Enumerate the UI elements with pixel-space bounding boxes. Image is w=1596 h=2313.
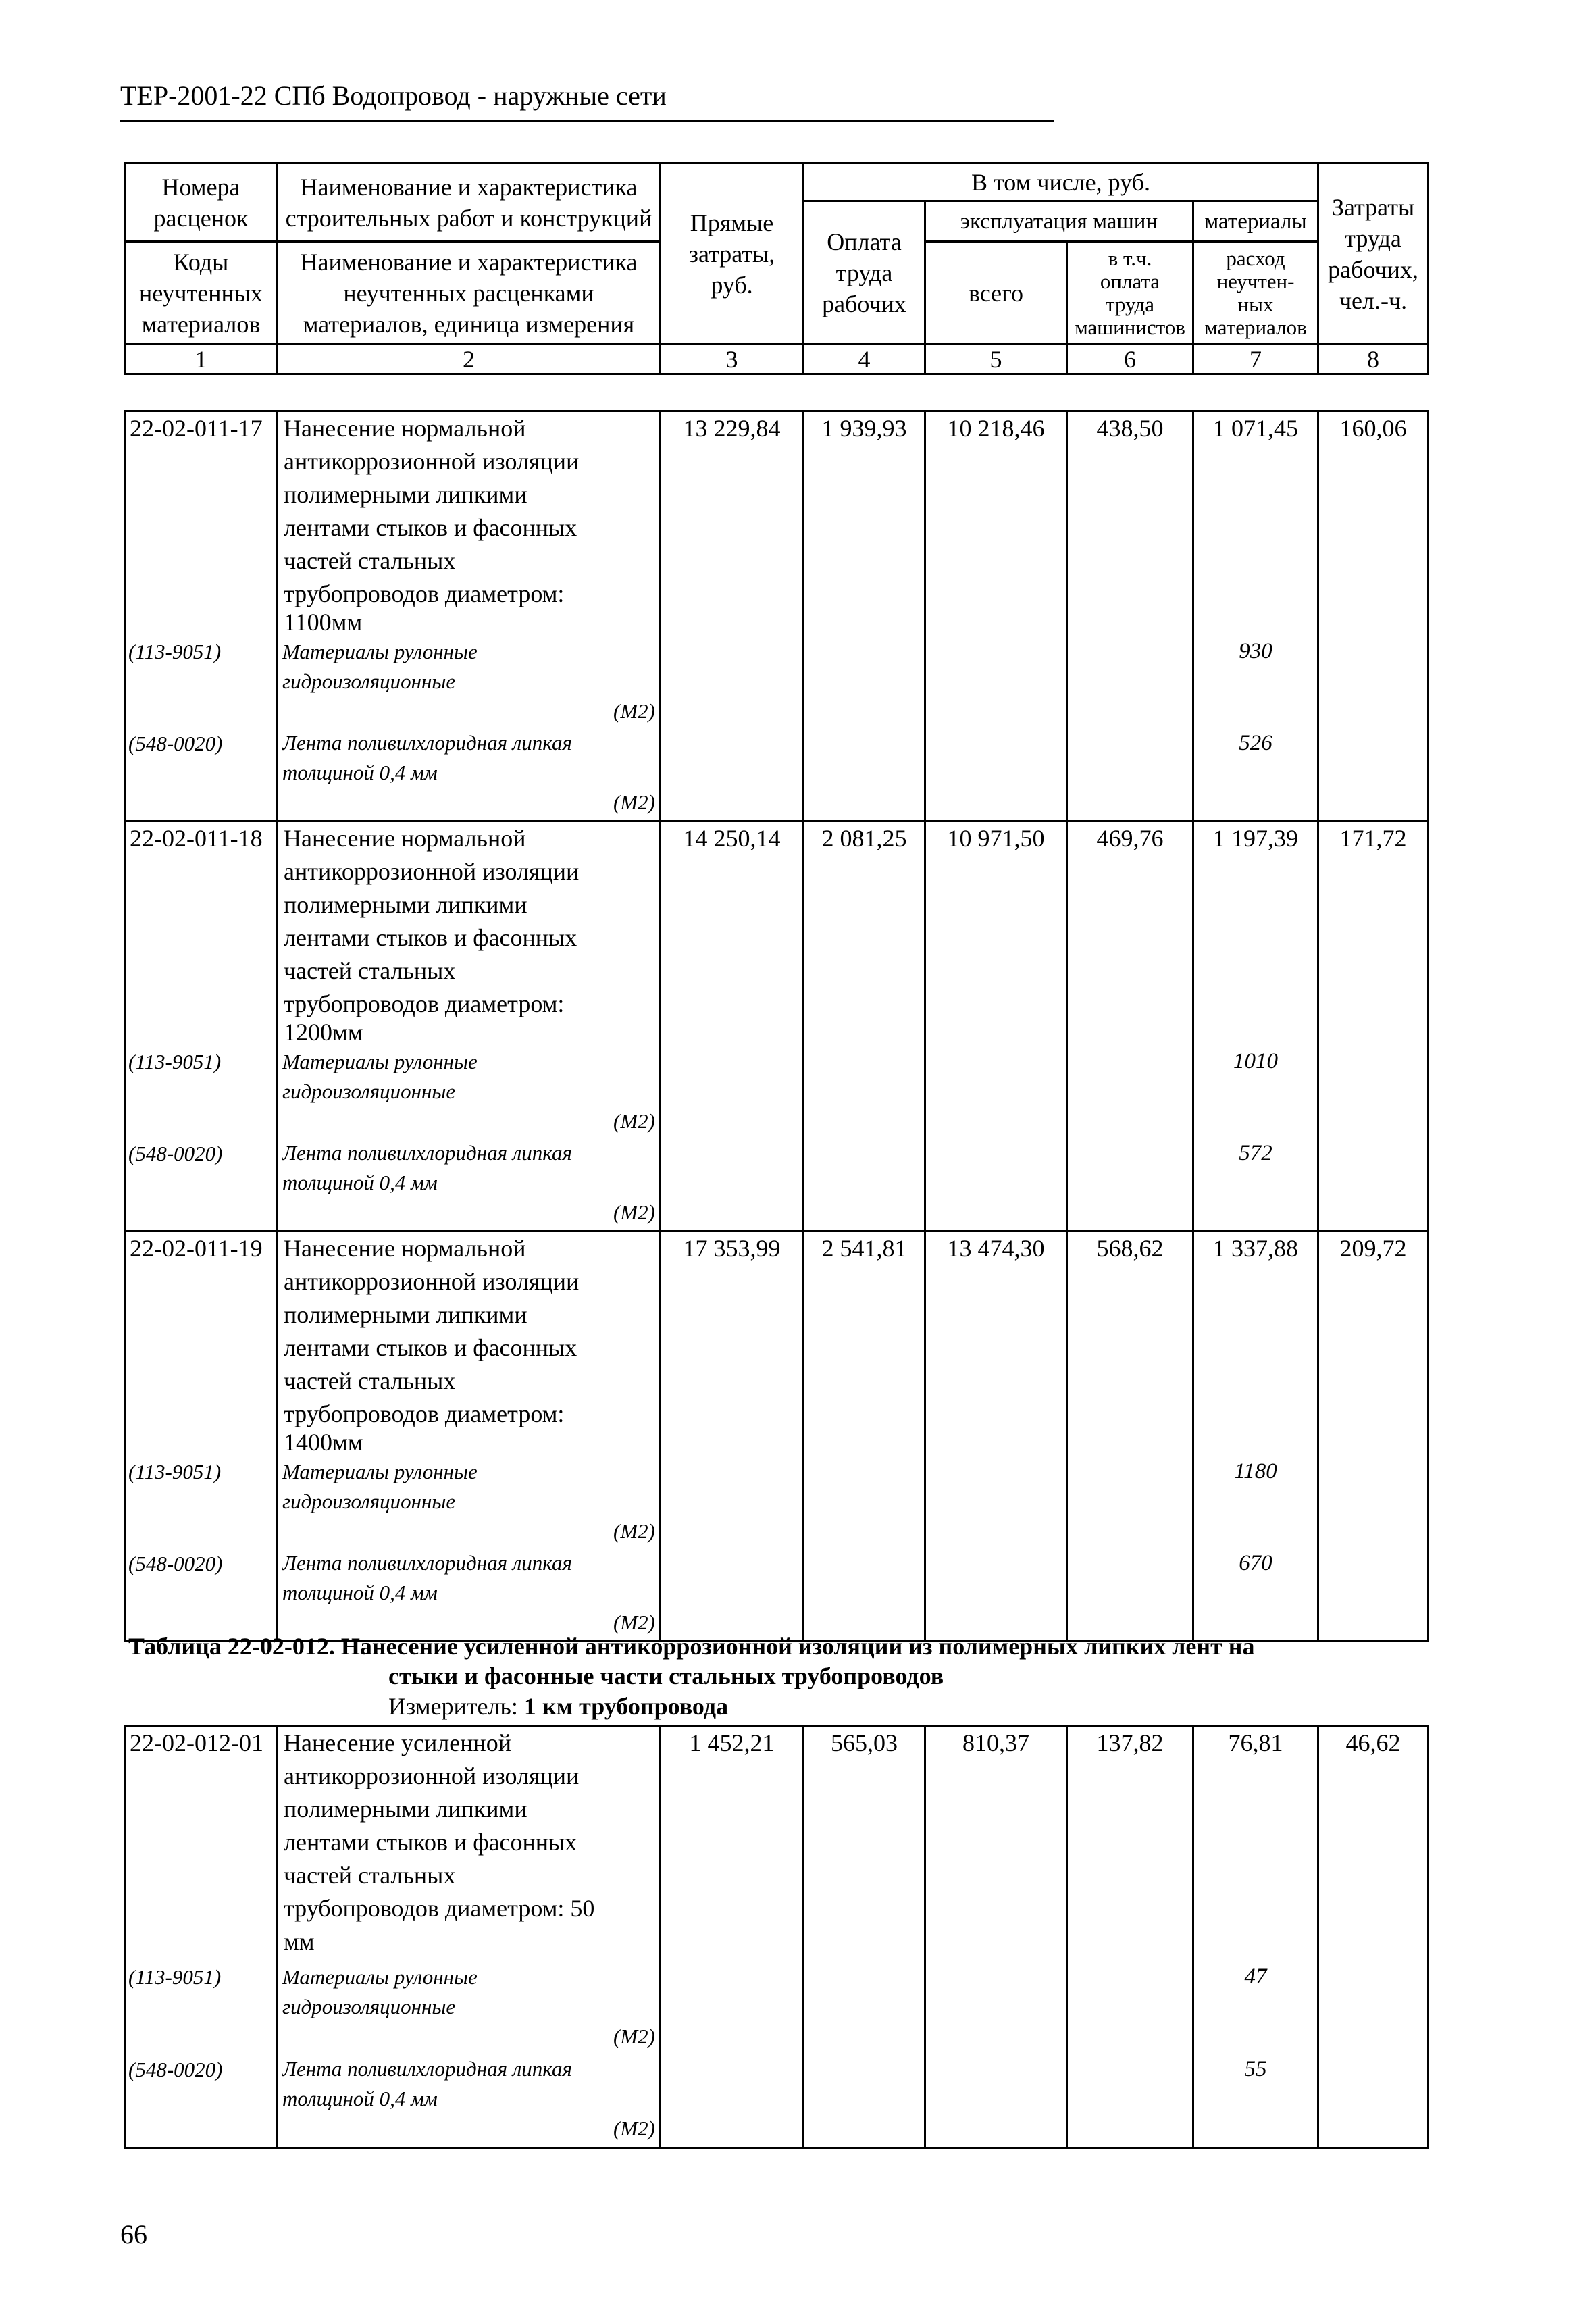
materials-value: 1 337,88 (1213, 1235, 1298, 1262)
header-material-names: Наименование и характеристика неучтенных расценками материалов, единица измерения (278, 242, 661, 345)
table-caption-line: стыки и фасонные части стальных трубопроводов (388, 1662, 944, 1689)
labor-pay-value: 2 541,81 (804, 1231, 925, 1642)
direct-costs-value: 13 229,84 (661, 411, 804, 821)
rate-description-cell: Нанесение нормальной антикоррозионной изоляции полимерными липкими лентами стыков и фасонных частей стальных трубопроводов диаметром: 1100мм Материалы рулонные гидроизоляционные (М2) Лента поливилхлоридная липкая толщиной 0,4 мм (М2) (278, 411, 661, 821)
header-col-number: 3 (661, 345, 804, 374)
header-machinists-pay: в т.ч. оплата труда машинистов (1067, 242, 1193, 345)
labor-hours-value: 171,72 (1318, 821, 1428, 1231)
page-number: 66 (120, 2219, 147, 2250)
table-caption (128, 1631, 1412, 1691)
materials-value: 76,81 (1228, 1729, 1283, 1756)
materials-cell (1193, 1726, 1318, 2148)
material-consumption-value: 572 (1239, 1141, 1272, 1165)
labor-hours-value: 46,62 (1318, 1726, 1428, 2148)
table-row (125, 1726, 1428, 2148)
machines-total-value: 13 474,30 (925, 1231, 1067, 1642)
rate-code: 22-02-011-19 (130, 1235, 263, 1262)
material-code: (548-0020) (128, 2058, 223, 2081)
rate-code-cell (125, 821, 278, 1231)
material-code: (548-0020) (128, 732, 223, 755)
materials-cell (1193, 1231, 1318, 1642)
material-consumption-value: 526 (1239, 731, 1272, 755)
material-consumption-value: 55 (1244, 2057, 1267, 2081)
material-code: (548-0020) (128, 1142, 223, 1165)
direct-costs-value: 14 250,14 (661, 821, 804, 1231)
header-rate-number: Номера расценок (125, 163, 278, 242)
labor-pay-value: 565,03 (804, 1726, 925, 2148)
rate-code-cell (125, 411, 278, 821)
materials-cell (1193, 821, 1318, 1231)
header-col-number: 8 (1318, 345, 1428, 374)
rate-code: 22-02-011-18 (130, 825, 263, 852)
rate-code: 22-02-011-17 (130, 415, 263, 442)
material-consumption-value: 1010 (1233, 1049, 1278, 1073)
measure-value: 1 км трубопровода (523, 1693, 729, 1720)
header-materials: материалы (1193, 201, 1318, 242)
rate-code-cell (125, 1726, 278, 2148)
materials-value: 1 197,39 (1213, 825, 1298, 852)
header-including-group: В том числе, руб. (804, 163, 1318, 201)
column-header-table (124, 162, 1429, 375)
header-col-number: 7 (1193, 345, 1318, 374)
rate-code: 22-02-012-01 (130, 1729, 263, 1756)
material-code: (113-9051) (128, 1050, 222, 1073)
measure-label: Измеритель: (388, 1693, 524, 1720)
header-col-number: 1 (125, 345, 278, 374)
header-direct-costs: Прямые затраты, руб. (661, 163, 804, 345)
table-measure (388, 1692, 728, 1721)
table-row (125, 1231, 1428, 1642)
header-unaccounted-materials: расход неучтен- ных материалов (1193, 242, 1318, 345)
direct-costs-value: 1 452,21 (661, 1726, 804, 2148)
header-col-number: 6 (1067, 345, 1193, 374)
machinists-pay-value: 568,62 (1067, 1231, 1193, 1642)
header-machines: эксплуатация машин (925, 201, 1193, 242)
rate-description-cell: Нанесение усиленной антикоррозионной изоляции полимерными липкими лентами стыков и фасонных частей стальных трубопроводов диаметром: 50 мм Материалы рулонные гидроизоляционные (М2) Лента поливилхлоридная липкая толщиной 0,4 мм (М2) (278, 1726, 661, 2148)
header-work-name: Наименование и характеристика строительных работ и конструкций (278, 163, 661, 242)
table-row (125, 821, 1428, 1231)
material-consumption-value: 670 (1239, 1551, 1272, 1575)
header-col-number: 5 (925, 345, 1067, 374)
material-code: (113-9051) (128, 1965, 222, 1989)
machinists-pay-value: 137,82 (1067, 1726, 1193, 2148)
header-col-number: 4 (804, 345, 925, 374)
rates-table-2 (124, 1725, 1429, 2149)
header-divider (120, 120, 1054, 122)
labor-pay-value: 1 939,93 (804, 411, 925, 821)
machines-total-value: 10 971,50 (925, 821, 1067, 1231)
machinists-pay-value: 438,50 (1067, 411, 1193, 821)
rate-code-cell (125, 1231, 278, 1642)
header-labor-pay: Оплата труда рабочих (804, 201, 925, 345)
labor-hours-value: 160,06 (1318, 411, 1428, 821)
header-col-number: 2 (278, 345, 661, 374)
material-code: (113-9051) (128, 640, 222, 663)
machinists-pay-value: 469,76 (1067, 821, 1193, 1231)
labor-pay-value: 2 081,25 (804, 821, 925, 1231)
material-code: (113-9051) (128, 1460, 222, 1483)
machines-total-value: 10 218,46 (925, 411, 1067, 821)
rate-description-cell: Нанесение нормальной антикоррозионной изоляции полимерными липкими лентами стыков и фасонных частей стальных трубопроводов диаметром: 1400мм Материалы рулонные гидроизоляционные (М2) Лента поливилхлоридная липкая толщиной 0,4 мм (М2) (278, 1231, 661, 1642)
material-consumption-value: 930 (1239, 639, 1272, 663)
labor-hours-value: 209,72 (1318, 1231, 1428, 1642)
document-header-title: ТЕР-2001-22 СПб Водопровод - наружные сети (120, 80, 667, 111)
table-row (125, 411, 1428, 821)
machines-total-value: 810,37 (925, 1726, 1067, 2148)
table-caption-line: Таблица 22-02-012. Нанесение усиленной антикоррозионной изоляции из полимерных липких лент на (128, 1633, 1255, 1660)
material-consumption-value: 47 (1244, 1964, 1267, 1989)
header-labor-hours: Затраты труда рабочих, чел.-ч. (1318, 163, 1428, 345)
rate-description-cell: Нанесение нормальной антикоррозионной изоляции полимерными липкими лентами стыков и фасонных частей стальных трубопроводов диаметром: 1200мм Материалы рулонные гидроизоляционные (М2) Лента поливилхлоридная липкая толщиной 0,4 мм (М2) (278, 821, 661, 1231)
header-material-codes: Коды неучтенных материалов (125, 242, 278, 345)
material-code: (548-0020) (128, 1552, 223, 1575)
material-consumption-value: 1180 (1234, 1459, 1277, 1483)
header-machines-total: всего (925, 242, 1067, 345)
materials-cell (1193, 411, 1318, 821)
materials-value: 1 071,45 (1213, 415, 1298, 442)
rates-table (124, 410, 1429, 1642)
direct-costs-value: 17 353,99 (661, 1231, 804, 1642)
